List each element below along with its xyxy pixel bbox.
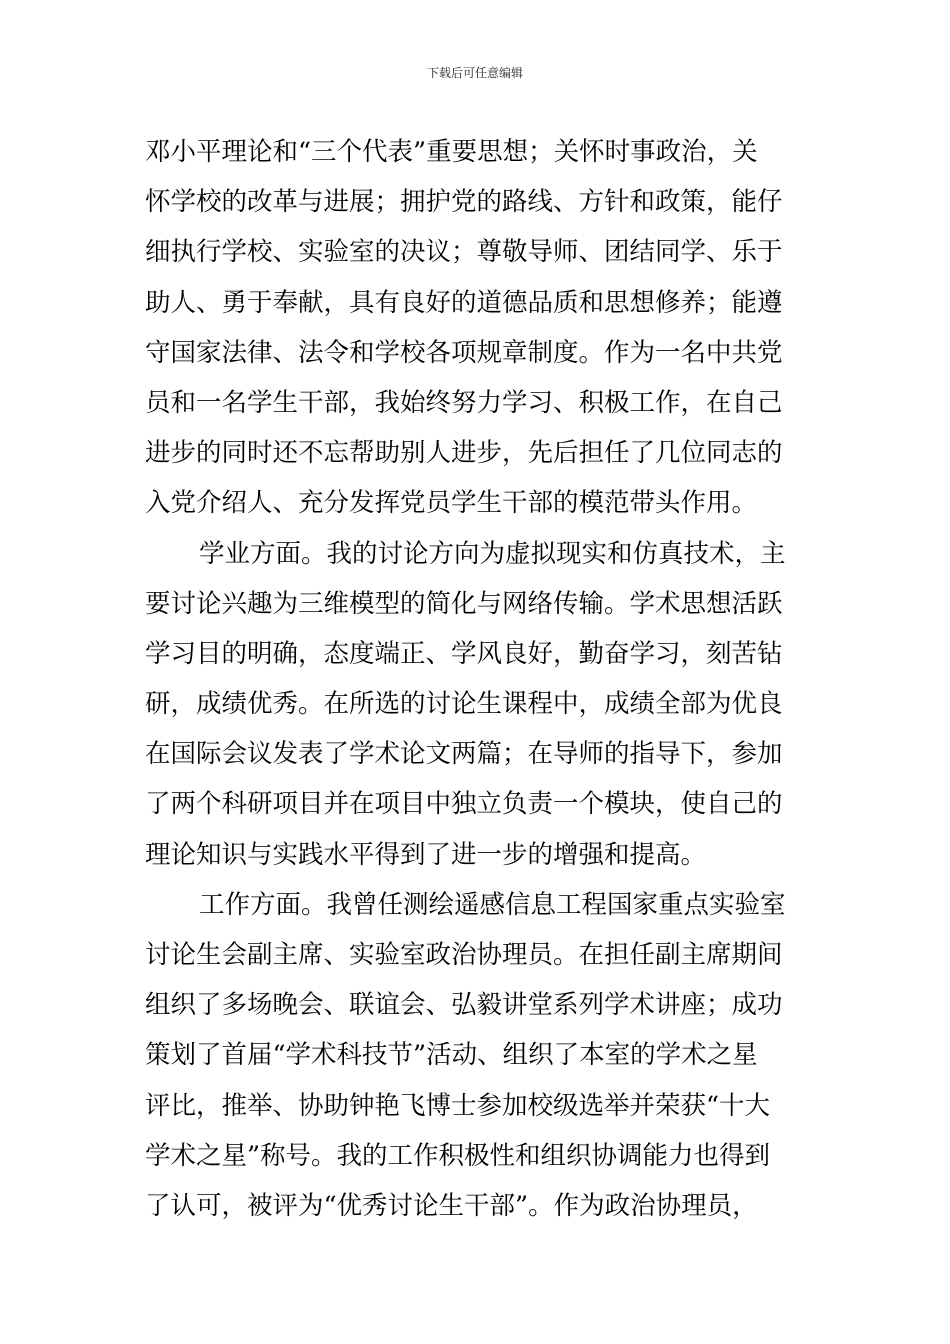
text-line: 讨论生会副主席、实验室政治协理员。在担任副主席期间 — [145, 940, 783, 970]
text-line: 员和一名学生干部，我始终努力学习、积极工作，在自己 — [145, 387, 783, 418]
text-line: 学习目的明确，态度端正、学风良好，勤奋学习，刻苦钻 — [145, 638, 783, 669]
text-line: 助人、勇于奉献，具有良好的道德品质和思想修养；能遵 — [145, 287, 783, 318]
text-line: 邓小平理论和“三个代表”重要思想；关怀时事政治，关 — [145, 137, 758, 167]
text-line: 要讨论兴趣为三维模型的简化与网络传输。学术思想活跃 — [145, 588, 783, 619]
text-line: 策划了首届“学术科技节”活动、组织了本室的学术之星 — [145, 1040, 758, 1071]
page-header: 下载后可任意编辑 — [426, 66, 523, 80]
text-line: 理论知识与实践水平得到了进一步的增强和提高。 — [145, 839, 707, 870]
text-line: 进步的同时还不忘帮助别人进步，先后担任了几位同志的 — [145, 438, 783, 469]
text-line: 了两个科研项目并在项目中独立负责一个模块，使自己的 — [145, 789, 783, 820]
text-line: 学业方面。我的讨论方向为虚拟现实和仿真技术，主 — [199, 538, 786, 569]
text-line: 工作方面。我曾任测绘遥感信息工程国家重点实验室 — [199, 889, 786, 920]
text-line: 守国家法律、法令和学校各项规章制度。作为一名中共党 — [145, 337, 783, 368]
text-line: 了认可，被评为“优秀讨论生干部”。作为政治协理员， — [145, 1190, 758, 1221]
text-line: 怀学校的改革与进展；拥护党的路线、方针和政策，能仔 — [145, 187, 783, 218]
text-line: 研，成绩优秀。在所选的讨论生课程中，成绩全部为优良 — [145, 689, 783, 720]
document-body — [145, 127, 815, 1231]
text-line: 组织了多场晚会、联谊会、弘毅讲堂系列学术讲座；成功 — [145, 990, 783, 1021]
text-line: 入党介绍人、充分发挥党员学生干部的模范带头作用。 — [145, 488, 758, 519]
text-line: 评比，推举、协助钟艳飞博士参加校级选举并荣获“十大 — [145, 1090, 771, 1121]
text-line: 学术之星”称号。我的工作积极性和组织协调能力也得到 — [145, 1140, 771, 1171]
text-line: 在国际会议发表了学术论文两篇；在导师的指导下，参加 — [145, 739, 783, 770]
text-line: 细执行学校、实验室的决议；尊敬导师、团结同学、乐于 — [145, 237, 783, 268]
